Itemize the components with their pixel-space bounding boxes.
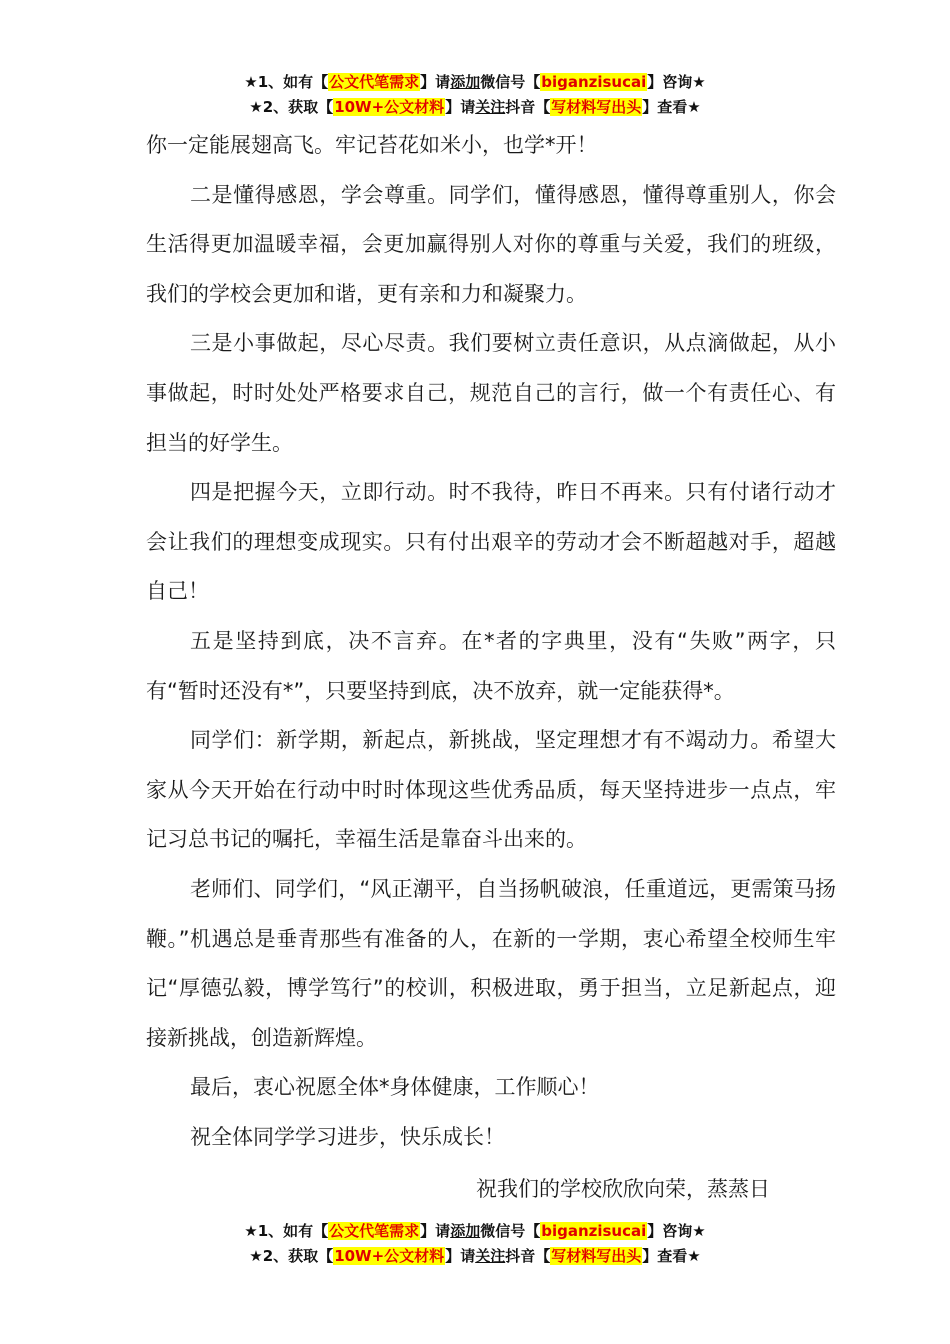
- document-body: [146, 121, 836, 1162]
- footer-banner: [0, 1219, 950, 1269]
- underlined-follow: 关注: [475, 98, 506, 116]
- banner-line-1: ★1、如有【公文代笔需求】请添加微信号【biganzisucai】咨询★: [244, 1222, 706, 1240]
- underlined-add: 添加: [450, 73, 481, 91]
- highlight-douyin: 写材料写出头: [551, 98, 642, 116]
- highlight-wechat-id: biganzisucai: [541, 1222, 647, 1240]
- paragraph-wishes-students: 祝全体同学学习进步，快乐成长！: [190, 1124, 505, 1149]
- highlight-materials: 10W+公文材料: [334, 98, 445, 116]
- highlight-materials: 10W+公文材料: [334, 1247, 445, 1265]
- banner-line-1: ★1、如有【公文代笔需求】请添加微信号【biganzisucai】咨询★: [244, 73, 706, 91]
- underlined-follow: 关注: [475, 1247, 506, 1265]
- banner-line-2: ★2、获取【10W+公文材料】请关注抖音【写材料写出头】查看★: [249, 1247, 701, 1265]
- closing-line: 祝我们的学校欣欣向荣，蒸蒸日: [476, 1177, 770, 1201]
- paragraph-continued: 你一定能展翅高飞。牢记苔花如米小，也学*开！: [146, 133, 598, 157]
- highlight-wechat-id: biganzisucai: [541, 73, 647, 91]
- highlight-douyin: 写材料写出头: [551, 1247, 642, 1265]
- paragraph-new-semester: 同学们：新学期，新起点，新挑战，坚定理想才有不竭动力。希望大家从今天开始在行动中时时体现这些优秀品质，每天坚持进步一点点，牢记习总书记的嘱托，幸福生活是靠奋斗出来的。: [146, 728, 836, 852]
- paragraph-persistence: 五是坚持到底，决不言弃。在*者的字典里，没有“失败”两字，只有“暂时还没有*”，只要坚持到底，决不放弃，就一定能获得*。: [146, 628, 836, 703]
- highlight-service: 公文代笔需求: [329, 1222, 420, 1240]
- paragraph-responsibility: 三是小事做起，尽心尽责。我们要树立责任意识，从点滴做起，从小事做起，时时处处严格要求自己，规范自己的言行，做一个有责任心、有担当的好学生。: [146, 331, 836, 455]
- banner-line-2: ★2、获取【10W+公文材料】请关注抖音【写材料写出头】查看★: [249, 98, 701, 116]
- paragraph-gratitude: 二是懂得感恩，学会尊重。同学们，懂得感恩，懂得尊重别人，你会生活得更加温暖幸福，会更加赢得别人对你的尊重与关爱，我们的班级，我们的学校会更加和谐，更有亲和力和凝聚力。: [146, 182, 836, 306]
- paragraph-wishes-staff: 最后，衷心祝愿全体*身体健康，工作顺心！: [190, 1075, 600, 1100]
- header-banner: [0, 70, 950, 120]
- paragraph-action: 四是把握今天，立即行动。时不我待，昨日不再来。只有付诸行动才会让我们的理想变成现实。只有付出艰辛的劳动才会不断超越对手，超越自己！: [146, 480, 836, 604]
- paragraph-teachers-students: 老师们、同学们，“风正潮平，自当扬帆破浪，任重道远，更需策马扬鞭。”机遇总是垂青那些有准备的人，在新的一学期，衷心希望全校师生牢记“厚德弘毅，博学笃行”的校训，积极进取，勇于担当，立足新起点，迎接新挑战，创造新辉煌。: [146, 876, 836, 1050]
- underlined-add: 添加: [450, 1222, 481, 1240]
- highlight-service: 公文代笔需求: [329, 73, 420, 91]
